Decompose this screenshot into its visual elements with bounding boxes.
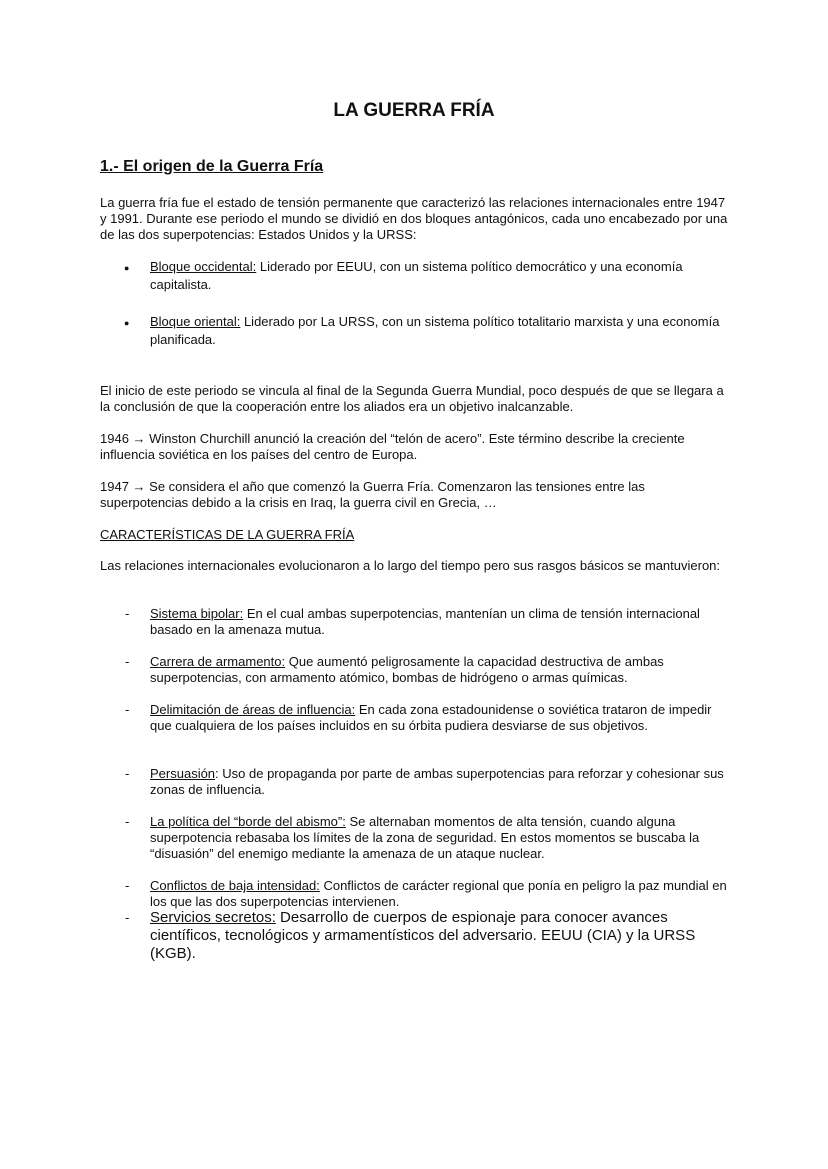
list-item [150,878,735,910]
item-term: Delimitación de áreas de influencia: [150,702,356,717]
dash-icon: - [125,814,130,829]
bullet-item [150,313,730,349]
intro-paragraph: La guerra fría fue el estado de tensión permanente que caracterizó las relaciones internacionales entre 1947 y 1991. Durante ese periodo el mundo se dividió en dos bloques antagónicos, cada uno encabezado por una de las dos superpotencias: Estados Unidos y la URSS: [100,195,728,242]
item-text: Que aumentó peligrosamente la capacidad destructiva de ambas superpotencias, con armamento atómico, bombas de hidrógeno o armas químicas. [150,654,664,685]
paragraph: 1946 → Winston Churchill anunció la creación del “telón de acero”. Este término describe la creciente influencia soviética en los países del centro de Europa. [100,431,685,462]
bullet-term: Bloque occidental: [150,259,257,274]
item-term: Conflictos de baja intensidad: [150,878,320,893]
list-item [150,702,735,734]
section-heading: 1.- El origen de la Guerra Fría [100,158,324,175]
item-text: En cada zona estadounidense o soviética trataron de impedir que cualquiera de los países incluidos en su órbita pudiera desviarse de sus objetivos. [150,702,712,733]
paragraph: Las relaciones internacionales evolucionaron a lo largo del tiempo pero sus rasgos básicos se mantuvieron: [100,558,721,573]
paragraph: El inicio de este periodo se vincula al final de la Segunda Guerra Mundial, poco después de que se llegara a la conclusión de que la cooperación entre los aliados era un objetivo inalcanzable. [100,383,724,414]
item-term: Servicios secretos: [150,909,276,926]
item-text: En el cual ambas superpotencias, mantenían un clima de tensión internacional basado en la amenaza mutua. [150,606,700,637]
list-item [150,654,735,686]
item-term: Sistema bipolar: [150,606,244,621]
item-term: Persuasión [150,766,216,781]
item-term: Carrera de armamento: [150,654,286,669]
bullet-item [150,258,730,294]
item-text: Se alternaban momentos de alta tensión, cuando alguna superpotencia rebasaba los límites de la zona de seguridad. En estos momentos se buscaba la “disuasión” del enemigo mediante la amenaza de un ataque nuclear. [150,814,700,861]
bullet-icon: ● [124,318,130,328]
dash-icon: - [125,910,130,925]
bullet-icon: ● [124,263,130,273]
list-item [150,814,735,862]
dash-icon: - [125,702,130,717]
list-item [150,606,735,638]
dash-icon: - [125,878,130,893]
item-text: Desarrollo de cuerpos de espionaje para conocer avances científicos, tecnológicos y armamentísticos del adversario. EEUU (CIA) y la URSS (KGB). [150,909,696,962]
list-item [150,766,735,798]
paragraph: 1947 → Se considera el año que comenzó la Guerra Fría. Comenzaron las tensiones entre las superpotencias debido a la crisis en Iraq, la guerra civil en Grecia, … [100,479,645,510]
bullet-term: Bloque oriental: [150,314,241,329]
dash-icon: - [125,654,130,669]
subsection-heading: CARACTERÍSTICAS DE LA GUERRA FRÍA [100,527,355,542]
item-text: : Uso de propaganda por parte de ambas superpotencias para reforzar y cohesionar sus zonas de influencia. [150,766,724,797]
document-title: LA GUERRA FRÍA [333,100,495,121]
item-term: La política del “borde del abismo”: [150,814,346,829]
item-text: Conflictos de carácter regional que ponía en peligro la paz mundial en los que las dos superpotencias intervienen. [150,878,727,909]
bullet-text: Liderado por EEUU, con un sistema político democrático y una economía capitalista. [150,259,683,292]
bullet-text: Liderado por La URSS, con un sistema político totalitario marxista y una economía planificada. [150,314,720,347]
dash-icon: - [125,606,130,621]
list-item [150,909,735,963]
dash-icon: - [125,766,130,781]
